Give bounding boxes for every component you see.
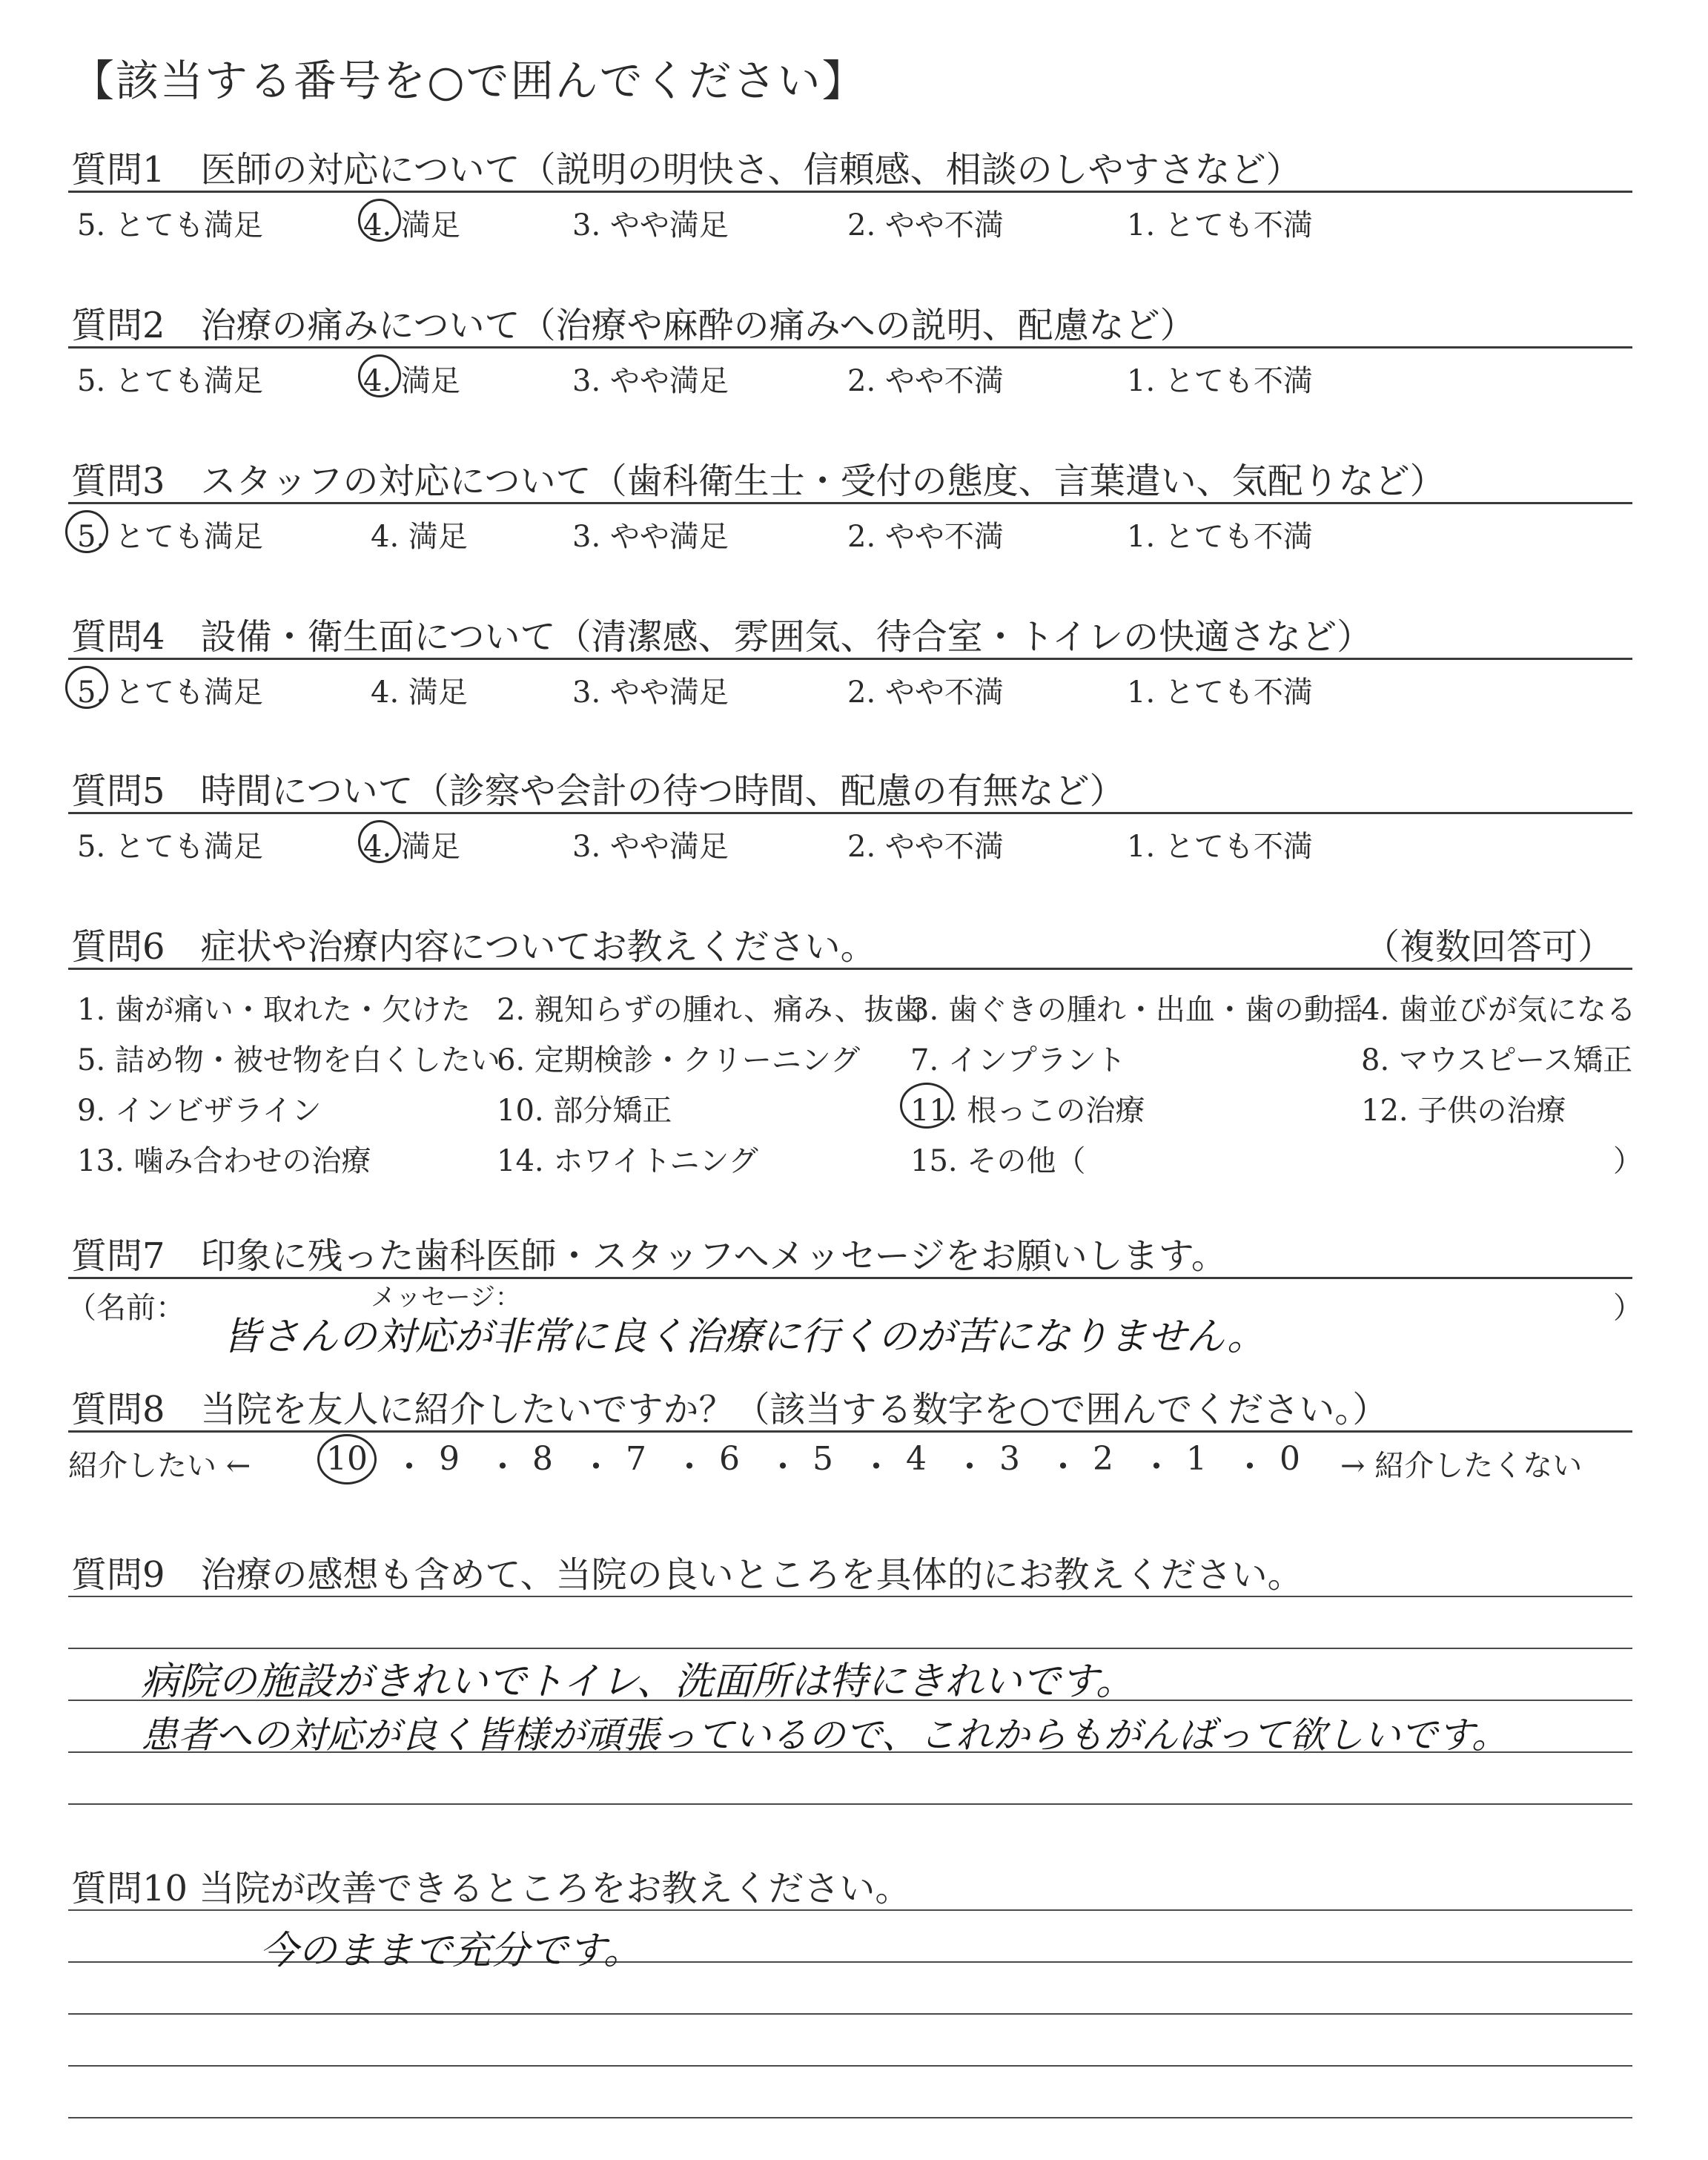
- q8-num-0[interactable]: 0: [1280, 1440, 1300, 1478]
- q6-item-4[interactable]: 4. 歯並びが気になる: [1361, 993, 1636, 1027]
- q8-selected-circle: [317, 1434, 377, 1484]
- q4-title: 質問4 設備・衛生面について（清潔感、雰囲気、待合室・トイレの快適さなど）: [71, 616, 1373, 658]
- q3-option-4[interactable]: 4. 満足: [371, 520, 468, 554]
- q8-num-5[interactable]: 5: [812, 1440, 833, 1478]
- q6-title: 質問6 症状や治療内容についてお教えください。: [71, 926, 876, 968]
- q8-num-8[interactable]: 8: [532, 1440, 553, 1478]
- q6-item-9[interactable]: 9. インビザライン: [77, 1094, 322, 1128]
- q8-dot: ・: [1047, 1448, 1079, 1486]
- q6-note: （複数回答可）: [1364, 926, 1614, 968]
- q2-option-1[interactable]: 1. とても不満: [1127, 364, 1313, 398]
- q5-selected-circle: [358, 820, 401, 863]
- q1-rule: [68, 191, 1632, 193]
- q8-dot: ・: [953, 1448, 986, 1486]
- q6-selected-circle: [900, 1083, 953, 1129]
- q1-title: 質問1 医師の対応について（説明の明快さ、信頼感、相談のしやすさなど）: [71, 149, 1302, 191]
- q1-option-3[interactable]: 3. やや満足: [572, 208, 729, 242]
- q6-item-3[interactable]: 3. 歯ぐきの腫れ・出血・歯の動揺: [910, 993, 1363, 1027]
- q8-dot: ・: [860, 1448, 893, 1486]
- q8-num-6[interactable]: 6: [719, 1440, 740, 1478]
- q6-item-13[interactable]: 13. 噛み合わせの治療: [77, 1144, 371, 1178]
- q9-handwritten-line-2: 患者への対応が良く皆様が頑張っているので、これからもがんばって欲しいです。: [141, 1714, 1509, 1757]
- q9-handwritten-line-1: 病院の施設がきれいでトイレ、洗面所は特にきれいです。: [141, 1659, 1135, 1704]
- q8-dot: ・: [1140, 1448, 1173, 1486]
- q6-item-5[interactable]: 5. 詰め物・被せ物を白くしたい: [77, 1043, 500, 1077]
- q5-option-5[interactable]: 5. とても満足: [77, 830, 263, 864]
- q3-option-1[interactable]: 1. とても不満: [1127, 520, 1313, 554]
- q6-other-close: ）: [1613, 1144, 1643, 1178]
- q7-close-paren: ）: [1613, 1291, 1643, 1325]
- q8-scale: [326, 1440, 1364, 1484]
- q9-line: [68, 1596, 1632, 1597]
- q8-rule: [68, 1430, 1632, 1433]
- q2-option-2[interactable]: 2. やや不満: [847, 364, 1004, 398]
- q8-num-9[interactable]: 9: [439, 1440, 460, 1478]
- q8-dot: ・: [673, 1448, 706, 1486]
- q6-item-8[interactable]: 8. マウスピース矯正: [1361, 1043, 1633, 1077]
- q4-option-4[interactable]: 4. 満足: [371, 676, 468, 710]
- q3-option-3[interactable]: 3. やや満足: [572, 520, 729, 554]
- q4-option-3[interactable]: 3. やや満足: [572, 676, 729, 710]
- q7-handwritten-message: 皆さんの対応が非常に良く治療に行くのが苦になりません。: [222, 1315, 1266, 1359]
- q2-option-3[interactable]: 3. やや満足: [572, 364, 729, 398]
- q8-num-2[interactable]: 2: [1093, 1440, 1113, 1478]
- q8-left-label: 紹介したい ←: [68, 1449, 251, 1483]
- q8-num-3[interactable]: 3: [999, 1440, 1020, 1478]
- q5-option-2[interactable]: 2. やや不満: [847, 830, 1004, 864]
- q5-title: 質問5 時間について（診察や会計の待つ時間、配慮の有無など）: [71, 770, 1125, 812]
- q8-num-10[interactable]: 10: [326, 1440, 368, 1478]
- q4-selected-circle: [65, 666, 108, 709]
- q7-message-label: メッセージ：: [371, 1283, 520, 1312]
- q5-option-4[interactable]: 4. 満足: [363, 830, 460, 864]
- q6-item-6[interactable]: 6. 定期検診・クリーニング: [497, 1043, 861, 1077]
- q8-num-4[interactable]: 4: [906, 1440, 927, 1478]
- q6-item-11[interactable]: 11. 根っこの治療: [910, 1094, 1145, 1128]
- q8-dot: ・: [393, 1448, 426, 1486]
- q5-option-3[interactable]: 3. やや満足: [572, 830, 729, 864]
- q8-title: 質問8 当院を友人に紹介したいですか？（該当する数字を○で囲んでください。）: [71, 1389, 1388, 1430]
- q8-dot: ・: [1234, 1448, 1266, 1486]
- q7-rule: [68, 1277, 1632, 1279]
- q6-item-1[interactable]: 1. 歯が痛い・取れた・欠けた: [77, 993, 471, 1027]
- q3-title: 質問3 スタッフの対応について（歯科衛生士・受付の態度、言葉遣い、気配りなど）: [71, 460, 1446, 502]
- q3-rule: [68, 502, 1632, 504]
- q1-option-4[interactable]: 4. 満足: [363, 208, 460, 242]
- q2-option-5[interactable]: 5. とても満足: [77, 364, 263, 398]
- q4-option-1[interactable]: 1. とても不満: [1127, 676, 1313, 710]
- q2-option-4[interactable]: 4. 満足: [363, 364, 460, 398]
- q6-item-2[interactable]: 2. 親知らずの腫れ、痛み、抜歯: [497, 993, 924, 1027]
- q6-item-12[interactable]: 12. 子供の治療: [1361, 1094, 1566, 1128]
- form-title: 【該当する番号を○で囲んでください】: [71, 56, 867, 106]
- q10-line: [68, 2117, 1632, 2118]
- q8-dot: ・: [486, 1448, 519, 1486]
- q6-item-15[interactable]: 15. その他（: [910, 1144, 1086, 1178]
- q9-line: [68, 1648, 1632, 1649]
- q4-option-2[interactable]: 2. やや不満: [847, 676, 1004, 710]
- q10-title: 質問10 当院が改善できるところをお教えください。: [71, 1868, 911, 1909]
- q5-rule: [68, 812, 1632, 814]
- q1-selected-circle: [358, 199, 401, 242]
- q10-handwritten-answer: 今のままで充分です。: [259, 1929, 642, 1973]
- q7-title: 質問7 印象に残った歯科医師・スタッフへメッセージをお願いします。: [71, 1235, 1227, 1277]
- q10-line: [68, 2065, 1632, 2067]
- q2-selected-circle: [358, 354, 401, 397]
- q3-option-2[interactable]: 2. やや不満: [847, 520, 1004, 554]
- q7-name-label: （名前：: [67, 1291, 185, 1325]
- q6-item-10[interactable]: 10. 部分矯正: [497, 1094, 672, 1128]
- q8-dot: ・: [767, 1448, 799, 1486]
- q1-option-1[interactable]: 1. とても不満: [1127, 208, 1313, 242]
- q10-line: [68, 2013, 1632, 2015]
- q10-line: [68, 1909, 1632, 1911]
- q9-title: 質問9 治療の感想も含めて、当院の良いところを具体的にお教えください。: [71, 1554, 1303, 1596]
- q9-line: [68, 1803, 1632, 1805]
- q1-option-2[interactable]: 2. やや不満: [847, 208, 1004, 242]
- q4-option-5[interactable]: 5. とても満足: [77, 676, 263, 710]
- q6-item-7[interactable]: 7. インプラント: [910, 1043, 1126, 1077]
- q2-rule: [68, 346, 1632, 349]
- q8-num-7[interactable]: 7: [626, 1440, 646, 1478]
- q8-right-label: → 紹介したくない: [1340, 1449, 1583, 1483]
- q5-option-1[interactable]: 1. とても不満: [1127, 830, 1313, 864]
- q3-selected-circle: [65, 510, 108, 553]
- q1-option-5[interactable]: 5. とても満足: [77, 208, 263, 242]
- q2-title: 質問2 治療の痛みについて（治療や麻酔の痛みへの説明、配慮など）: [71, 305, 1196, 346]
- q4-rule: [68, 658, 1632, 660]
- q8-dot: ・: [580, 1448, 612, 1486]
- q6-item-14[interactable]: 14. ホワイトニング: [497, 1144, 758, 1178]
- q8-num-1[interactable]: 1: [1186, 1440, 1207, 1478]
- q6-rule: [68, 968, 1632, 970]
- q3-option-5[interactable]: 5. とても満足: [77, 520, 263, 554]
